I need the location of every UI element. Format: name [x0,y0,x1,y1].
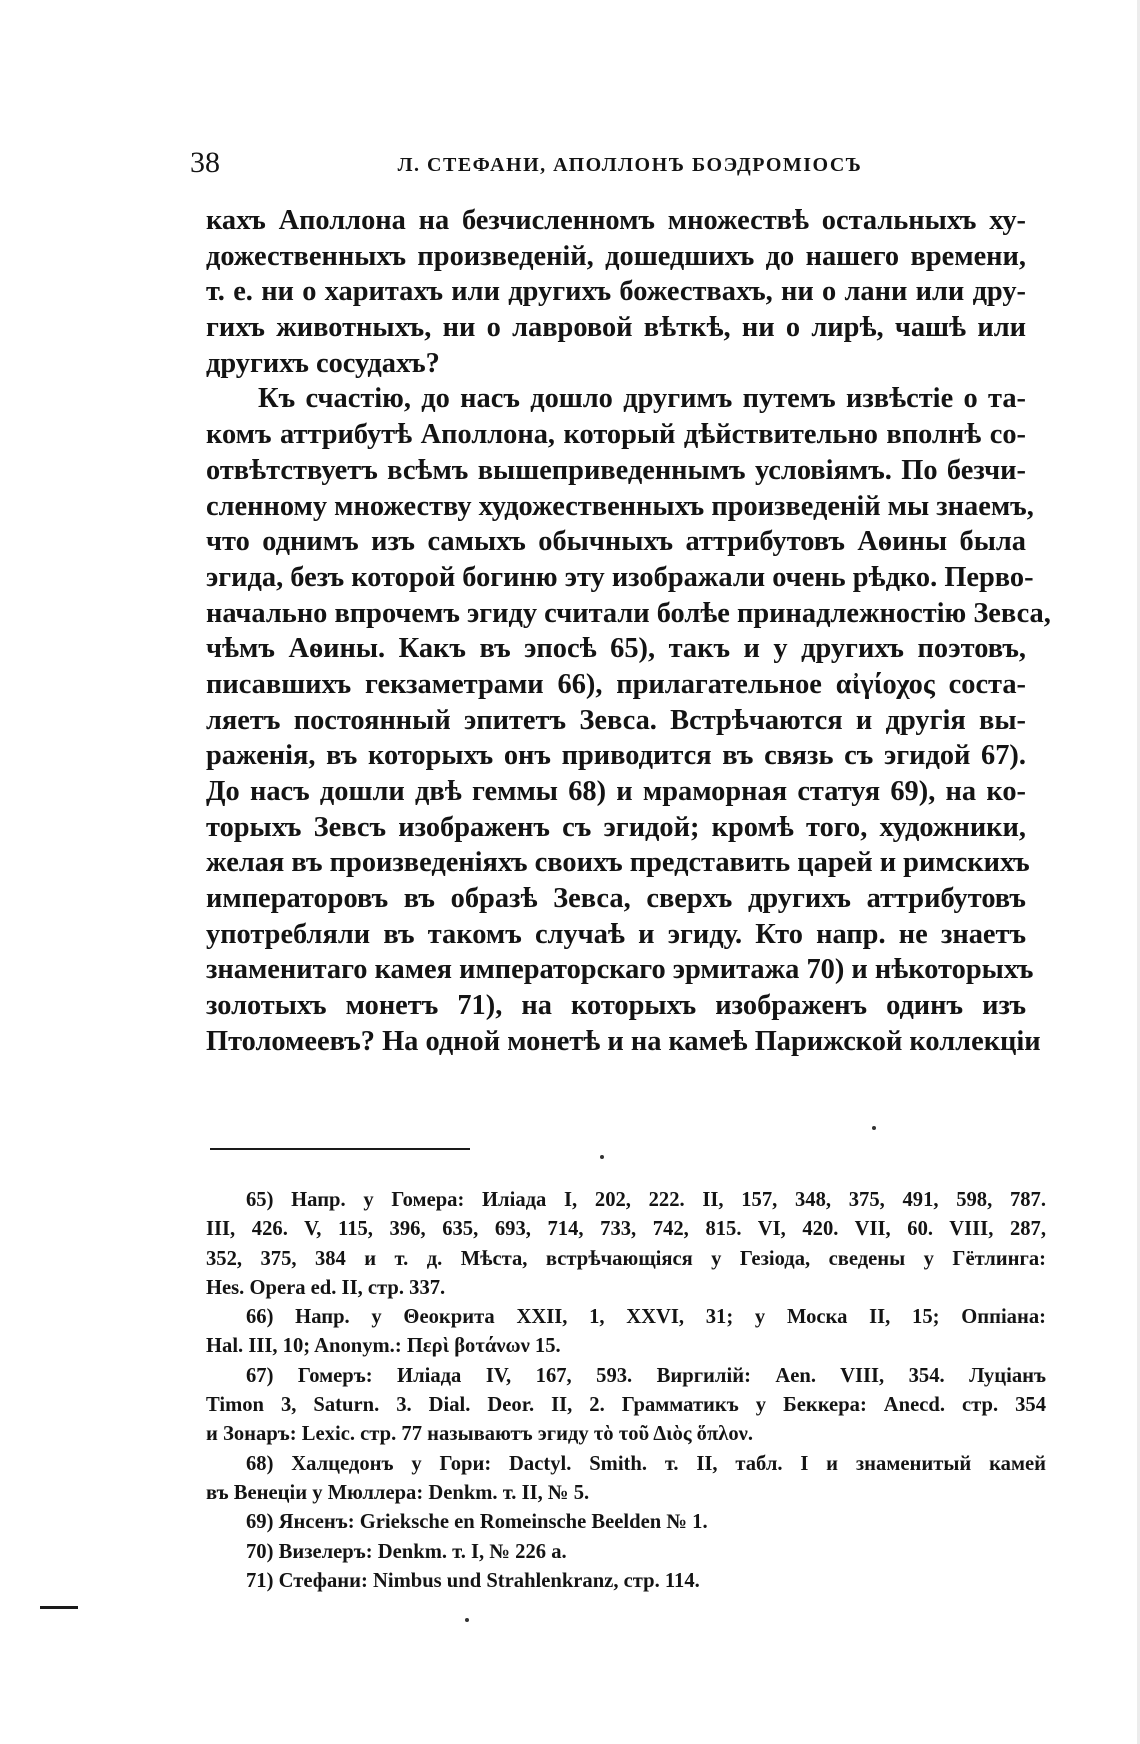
text-line: отвѣтствуетъ всѣмъ вышеприведеннымъ условіямъ. По безчи- [206,454,1026,486]
text-line: торыхъ Зевсъ изображенъ съ эгидой; кромѣ того, художники, [206,811,1026,843]
footnote-line: 65) Напр. у Гомера: Иліада I, 202, 222. II, 157, 348, 375, 491, 598, 787. [246,1189,1046,1211]
text-line: знаменитаго камея императорскаго эрмитажа 70) и нѣкоторыхъ [206,954,1034,986]
footnote-line: и Зонаръ: Lexic. стр. 77 называютъ эгиду τὸ τοῦ Διὸς ὅπλον. [206,1423,753,1446]
footnote-line: 68) Халцедонъ у Гори: Dactyl. Smith. т. II, табл. I и знаменитый камей [246,1452,1046,1475]
text-line: кахъ Аполлона на безчисленномъ множествѣ остальныхъ ху- [206,205,1026,236]
text-line: раженія, въ которыхъ онъ приводится въ связь съ эгидой 67). [206,740,1026,772]
footnote-line: Hal. III, 10; Anonym.: Περὶ βοτάνων 15. [206,1335,561,1358]
footnote-line: Timon 3, Saturn. 3. Dial. Deor. II, 2. Грамматикъ у Беккера: Anecd. стр. 354 [206,1394,1046,1417]
ink-speck [600,1155,604,1159]
text-line: желая въ произведеніяхъ своихъ представить царей и римскихъ [206,847,1030,879]
footnote-line: Hes. Opera ed. II, стр. 337. [206,1276,446,1299]
text-line: другихъ сосудахъ? [206,347,440,379]
page-number: 38 [190,146,220,179]
text-line: Къ счастію, до насъ дошло другимъ путемъ извѣстіе о та- [258,383,1026,415]
text-line: начально впрочемъ эгиду считали болѣе принадлежностію Зевса, [206,597,1051,629]
text-line: комъ аттрибутѣ Аполлона, который дѣйствительно вполнѣ со- [206,419,1026,451]
footnote-line: 67) Гомеръ: Иліада IV, 167, 593. Виргилій: Aen. VIII, 354. Луціанъ [246,1364,1046,1387]
ink-speck [872,1126,876,1130]
text-line: Птоломеевъ? На одной монетѣ и на камеѣ Парижской коллекціи [206,1025,1041,1057]
text-line: До насъ дошли двѣ геммы 68) и мраморная статуя 69), на ко- [206,776,1026,807]
text-line: сленному множеству художественныхъ произведеній мы знаемъ, [206,490,1034,522]
footnotes [206,1186,1046,1596]
footnote-line: 352, 375, 384 и т. д. Мѣста, встрѣчающіяся у Гезіода, сведены у Гётлинга: [206,1247,1046,1270]
text-line: ляетъ постоянный эпитетъ Зевса. Встрѣчаются и другія вы- [206,704,1026,736]
running-title: Л. СТЕФАНИ, АПОЛЛОНЪ БОЭДРОМІОСЪ [397,154,863,176]
page-header [190,146,1030,186]
text-line: гихъ животныхъ, ни о лавровой вѣткѣ, ни о лирѣ, чашѣ или [206,312,1026,344]
footnote-line: 70) Визелеръ: Denkm. т. I, № 226 a. [246,1540,567,1563]
text-line: что однимъ изъ самыхъ обычныхъ аттрибутовъ Аѳины была [206,526,1026,558]
text-line: чѣмъ Аѳины. Какъ въ эпосѣ 65), такъ и у другихъ поэтовъ, [206,633,1026,665]
footnote-line: III, 426. V, 115, 396, 635, 693, 714, 733, 742, 815. VI, 420. VII, 60. VIII, 287, [206,1218,1046,1241]
text-line: писавшихъ гекзаметрами 66), прилагательное αἰγίοχος соста- [206,668,1026,700]
margin-mark [40,1606,78,1609]
text-line: употребляли въ такомъ случаѣ и эгиду. Кто напр. не знаетъ [206,918,1026,950]
ink-speck [465,1618,469,1622]
footnote-line: 69) Янсенъ: Grieksche en Romeinsche Beelden № 1. [246,1511,708,1534]
text-line: дожественныхъ произведеній, дошедшихъ до нашего времени, [206,240,1026,272]
footnote-line: 71) Стефани: Nimbus und Strahlenkranz, стр. 114. [246,1569,700,1592]
footnote-separator [210,1148,470,1150]
text-line: золотыхъ монетъ 71), на которыхъ изображенъ одинъ изъ [206,990,1026,1022]
main-text [206,203,1051,1060]
footnote-line: въ Венеціи у Мюллера: Denkm. т. II, № 5. [206,1481,590,1504]
text-line: т. е. ни о харитахъ или другихъ божествахъ, ни о лани или дру- [206,276,1026,308]
text-line: эгида, безъ которой богиню эту изображали очень рѣдко. Перво- [206,561,1034,593]
footnote-line: 66) Напр. у Θеокрита XXII, 1, XXVI, 31; у Моска II, 15; Оппіана: [246,1306,1046,1329]
text-line: императоровъ въ образѣ Зевса, сверхъ другихъ аттрибутовъ [206,883,1026,915]
